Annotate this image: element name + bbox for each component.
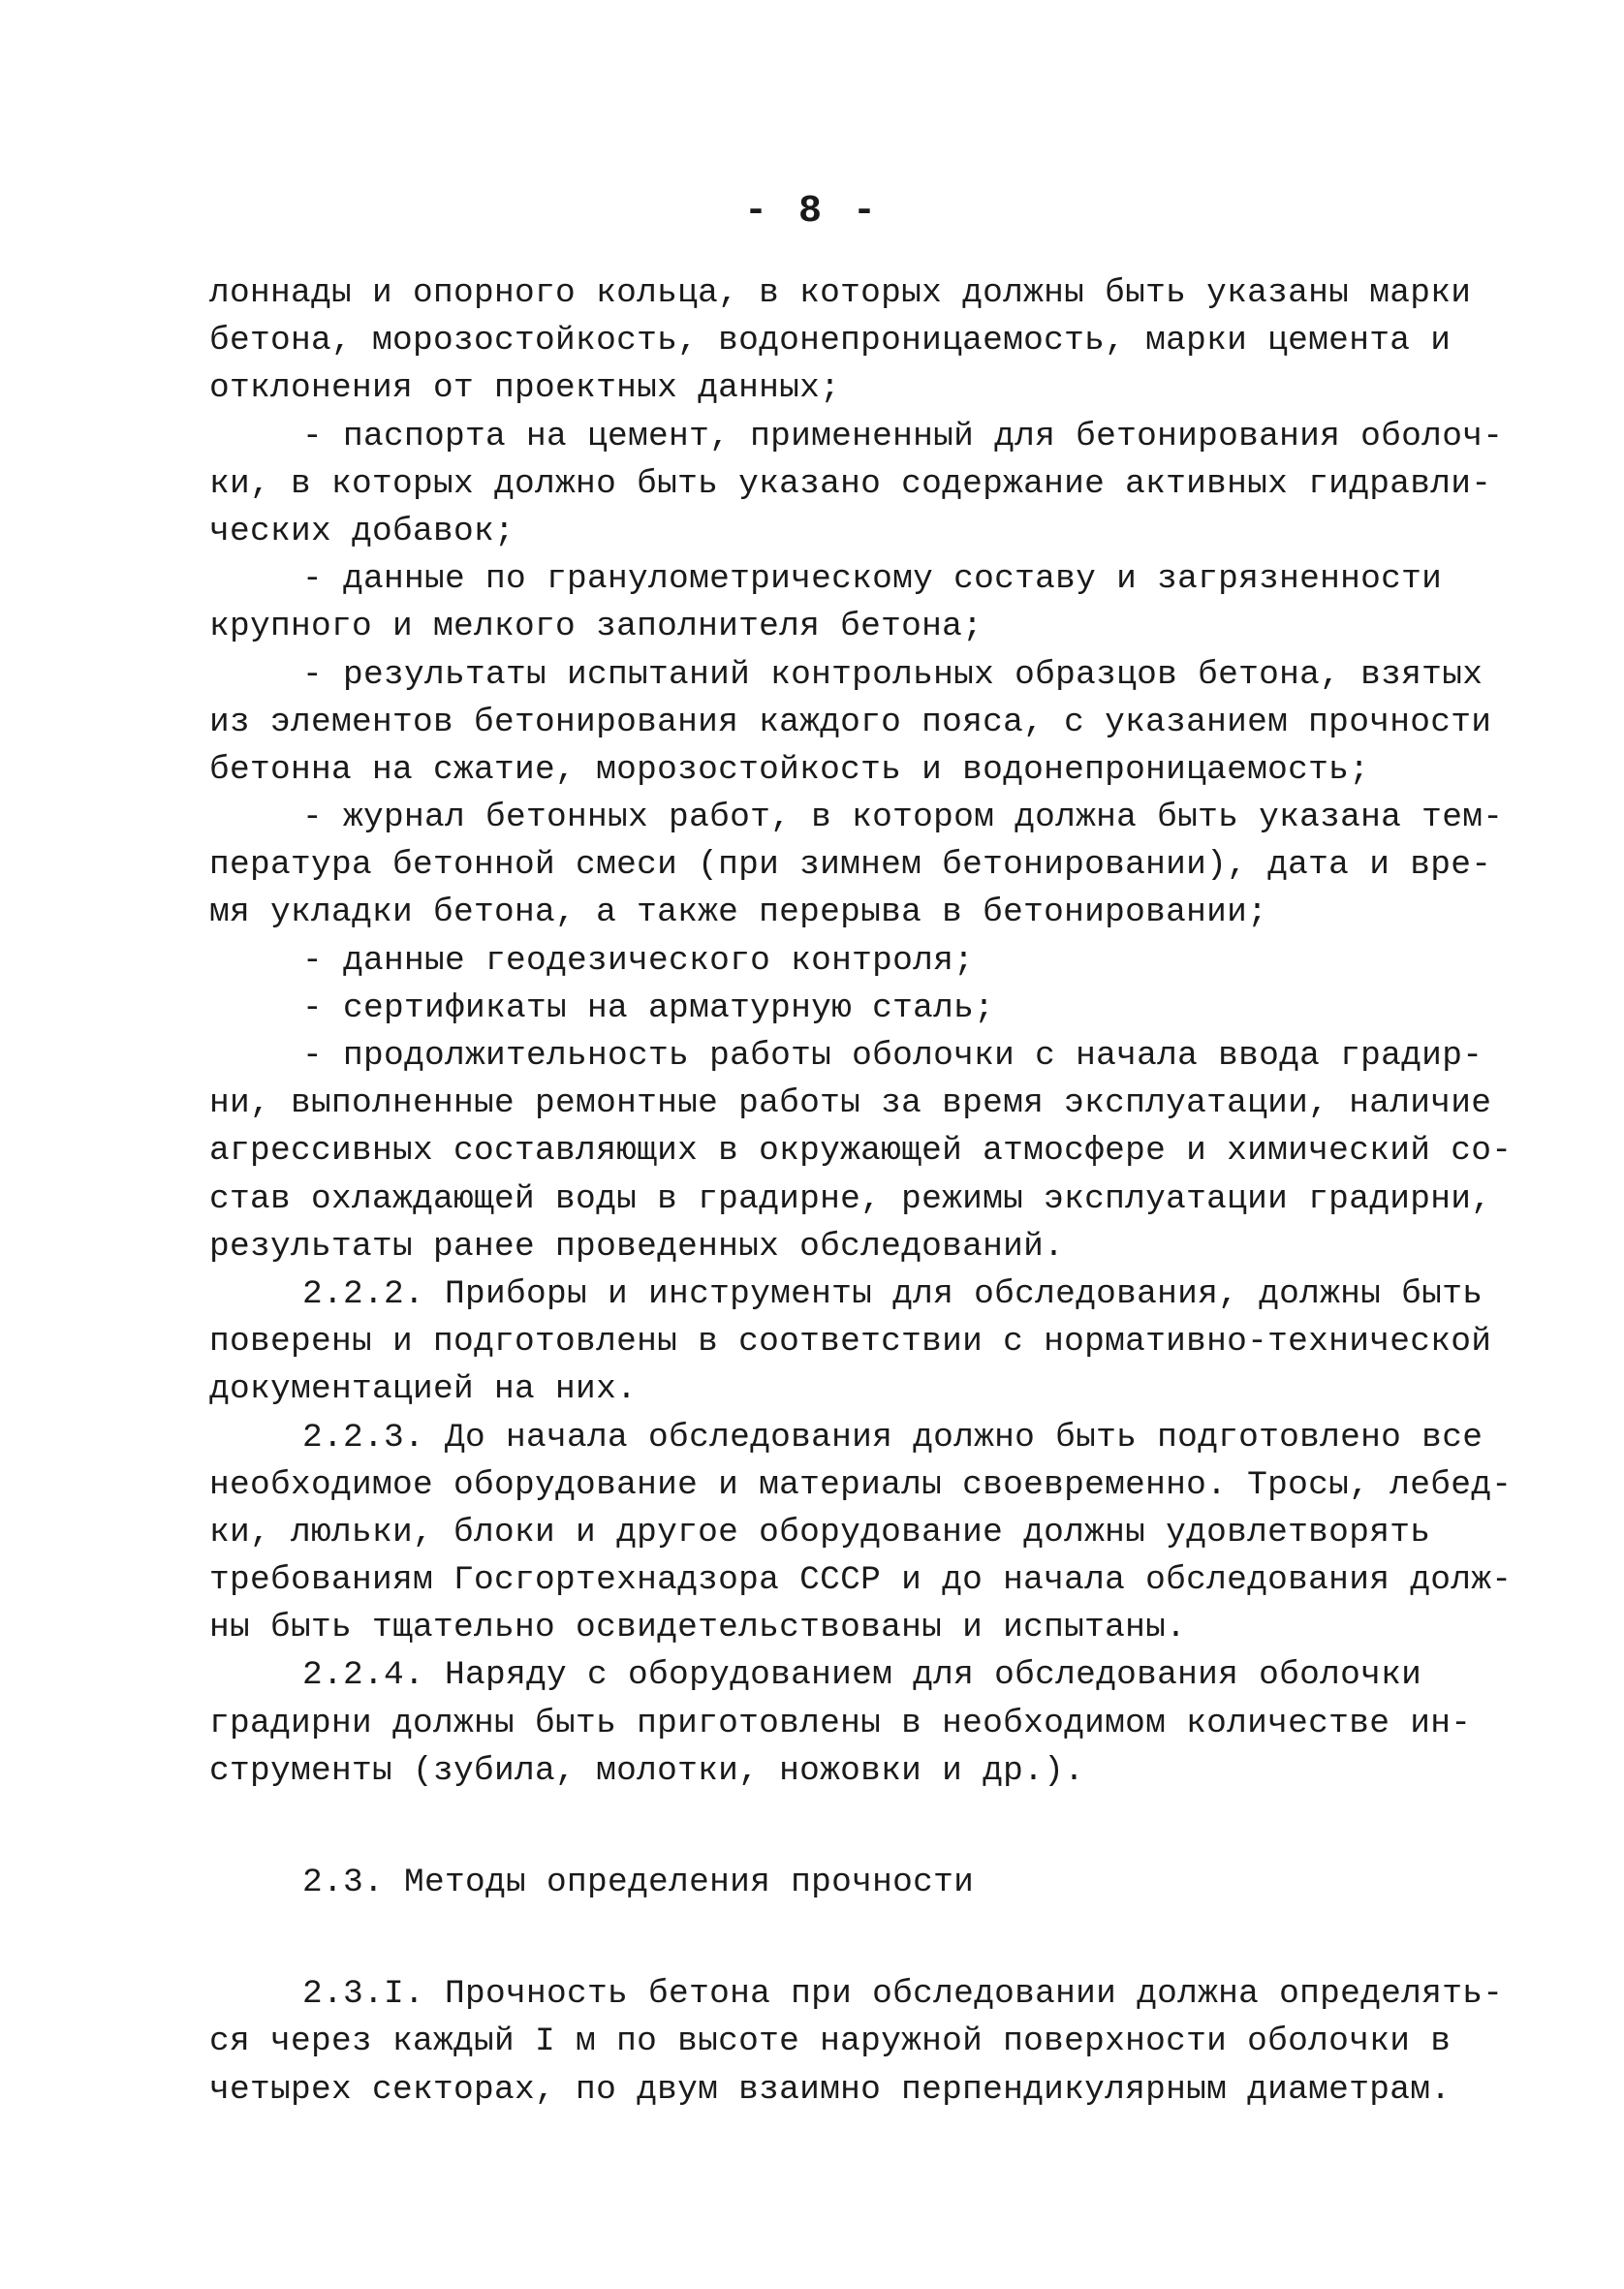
text-line: 2.2.4. Наряду с оборудованием для обследования оболочки (302, 1656, 1422, 1695)
text-line: ся через каждый I м по высоте наружной поверхности оболочки в (209, 2022, 1452, 2061)
text-line: бетона, морозостойкость, водонепроницаемость, марки цемента и (209, 322, 1452, 361)
text-line: ны быть тщательно освидетельствованы и испытаны. (209, 1609, 1187, 1647)
page-number: - 8 - (743, 190, 881, 234)
text-line: крупного и мелкого заполнителя бетона; (209, 608, 984, 646)
text-line: ческих добавок; (209, 512, 515, 550)
text-line: - данные геодезического контроля; (302, 941, 975, 980)
body-text (209, 269, 1513, 2114)
text-line: отклонения от проектных данных; (209, 369, 841, 408)
text-line: четырех секторах, по двум взаимно перпендикулярным диаметрам. (209, 2070, 1452, 2109)
text-line: - паспорта на цемент, примененный для бетонирования оболоч- (302, 417, 1504, 455)
text-line: документацией на них. (209, 1370, 638, 1409)
text-line: из элементов бетонирования каждого пояса, с указанием прочности (209, 703, 1492, 741)
text-line: лоннады и опорного кольца, в которых должны быть указаны марки (209, 274, 1472, 312)
text-line: ки, в которых должно быть указано содержание активных гидравли- (209, 464, 1492, 503)
text-line: - журнал бетонных работ, в котором должна быть указана тем- (302, 799, 1504, 837)
text-line: - продолжительность работы оболочки с начала ввода градир- (302, 1037, 1483, 1075)
text-line: струменты (зубила, молотки, ножовки и др.). (209, 1751, 1085, 1790)
text-line: бетонна на сжатие, морозостойкость и водонепроницаемость; (209, 750, 1370, 789)
text-line: результаты ранее проведенных обследований. (209, 1227, 1065, 1266)
text-line: 2.2.2. Приборы и инструменты для обследования, должны быть (302, 1274, 1483, 1313)
text-line: ки, люльки, блоки и другое оборудование должны удовлетворять (209, 1513, 1431, 1552)
text-line: поверены и подготовлены в соответствии с нормативно-технической (209, 1323, 1492, 1362)
text-line: - результаты испытаний контрольных образцов бетона, взятых (302, 655, 1483, 694)
section-heading: 2.3. Методы определения прочности (302, 1864, 975, 1901)
text-line: - сертификаты на арматурную сталь; (302, 988, 995, 1027)
text-line: 2.2.3. До начала обследования должно быть подготовлено все (302, 1418, 1483, 1457)
text-line: мя укладки бетона, а также перерыва в бетонировании; (209, 894, 1268, 932)
text-line: пература бетонной смеси (при зимнем бетонировании), дата и вре- (209, 846, 1492, 885)
text-line: требованиям Госгортехнадзора СССР и до начала обследования долж- (209, 1561, 1513, 1600)
text-line: градирни должны быть приготовлены в необходимом количестве ин- (209, 1704, 1472, 1742)
text-line: став охлаждающей воды в градирне, режимы эксплуатации градирни, (209, 1179, 1492, 1218)
text-line: 2.3.I. Прочность бетона при обследовании должна определять- (302, 1975, 1504, 2014)
text-line: агрессивных составляющих в окружающей атмосфере и химический со- (209, 1132, 1513, 1171)
text-line: - данные по гранулометрическому составу и загрязненности (302, 560, 1443, 599)
text-line: необходимое оборудование и материалы своевременно. Тросы, лебед- (209, 1465, 1513, 1504)
text-line: ни, выполненные ремонтные работы за время эксплуатации, наличие (209, 1084, 1492, 1123)
